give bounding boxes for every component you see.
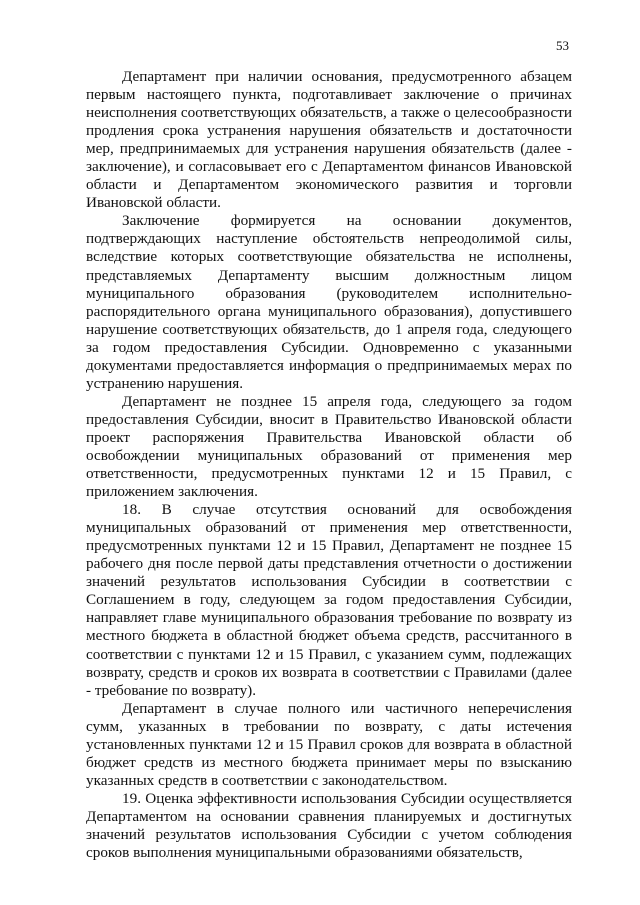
paragraph: Департамент при наличии основания, предусмотренного абзацем первым настоящего пункта, подготавливает заключение о причинах неисполнения соответствующих обязательств, а также о целесообразности продления срока устранения нарушения обязательств и достаточности мер, предпринимаемых для устранения нарушения обязательств (далее - заключение), и согласовывает его с Департаментом финансов Ивановской области и Департаментом экономического развития и торговли Ивановской области.: [86, 68, 572, 212]
paragraph: Департамент не позднее 15 апреля года, следующего за годом предоставления Субсидии, вносит в Правительство Ивановской области проект распоряжения Правительства Ивановской области об освобождении муниципальных образований от применения мер ответственности, предусмотренных пунктами 12 и 15 Правил, с приложением заключения.: [86, 392, 572, 501]
page-number: 53: [556, 38, 569, 53]
paragraph: Департамент в случае полного или частичного неперечисления сумм, указанных в требовании по возврату, с даты истечения установленных пунктами 12 и 15 Правил сроков для возврата в областной бюджет средств из местного бюджета принимает меры по взысканию указанных средств в соответствии с законодательством.: [86, 699, 572, 789]
paragraph-item-18: 18. В случае отсутствия оснований для освобождения муниципальных образований от применения мер ответственности, предусмотренных пунктами 12 и 15 Правил, Департамент не позднее 15 рабочего дня после первой даты представления отчетности о достижении значений результатов использования Субсидии в соответствии с Соглашением в году, следующем за годом предоставления Субсидии, направляет главе муниципального образования требование по возврату из местного бюджета в областной бюджет объема средств, рассчитанного в соответствии с пунктами 12 и 15 Правил, с указанием сумм, подлежащих возврату, средств и сроков их возврата в соответствии с Правилами (далее - требование по возврату).: [86, 501, 572, 699]
paragraph: Заключение формируется на основании документов, подтверждающих наступление обстоятельств непреодолимой силы, вследствие которых соответствующие обязательства не исполнены, представляемых Департаменту высшим должностным лицом муниципального образования (руководителем исполнительно-распорядительного органа муниципального образования), допустившего нарушение соответствующих обязательств, до 1 апреля года, следующего за годом предоставления Субсидии. Одновременно с указанными документами предоставляется информация о предпринимаемых мерах по устранению нарушения.: [86, 212, 572, 392]
document-body: [86, 68, 572, 862]
paragraph-item-19: 19. Оценка эффективности использования Субсидии осуществляется Департаментом на основании сравнения планируемых и достигнутых значений результатов использования Субсидии с учетом соблюдения сроков выполнения муниципальными образованиями обязательств,: [86, 789, 572, 862]
